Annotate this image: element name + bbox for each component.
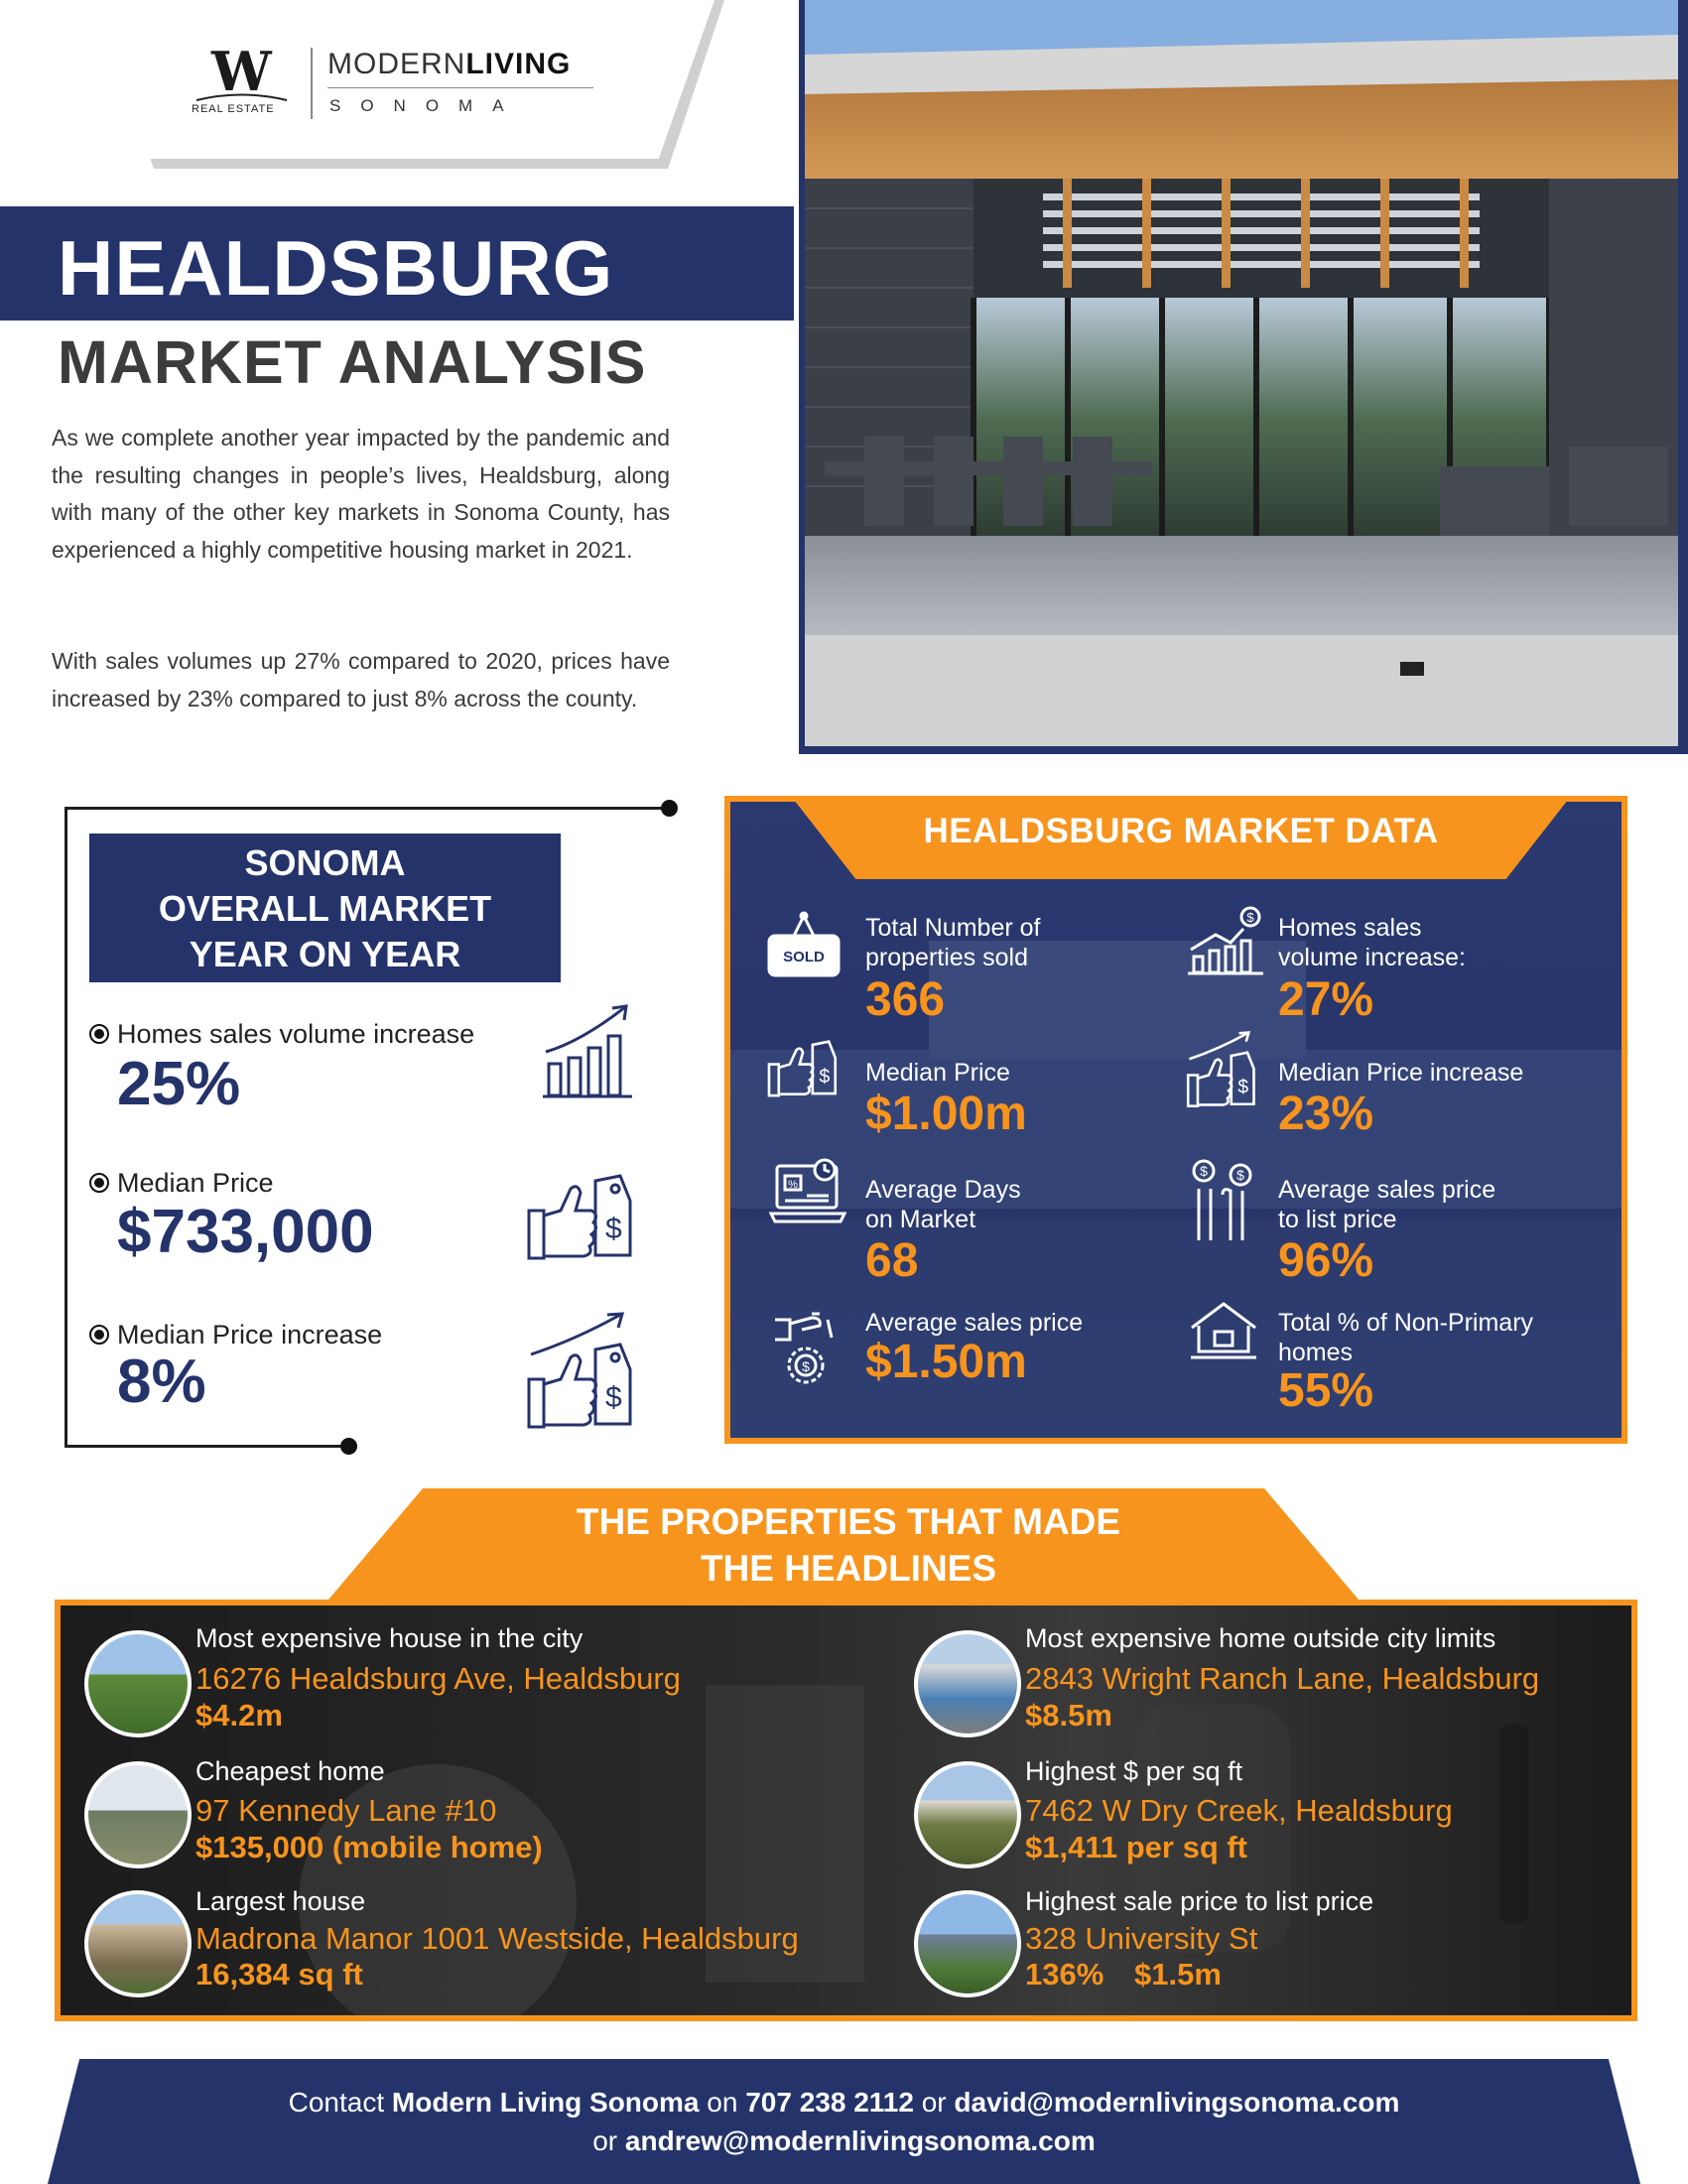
house-icon <box>1189 1300 1258 1366</box>
thumbs-up-price-increase-icon <box>1186 1030 1257 1112</box>
headline-value: 136% <box>1025 1957 1104 1991</box>
svg-text:$: $ <box>802 1358 810 1374</box>
logo-divider <box>311 48 313 119</box>
md-value: $1.00m <box>865 1088 1027 1140</box>
headline-address: 7462 W Dry Creek, Healdsburg <box>1025 1793 1453 1828</box>
sonoma-frame-top <box>65 807 670 810</box>
footer-email-link[interactable]: david@modernlivingsonoma.com <box>954 2087 1400 2118</box>
headline-value: $135,000 (mobile home) <box>195 1830 543 1864</box>
footer-on-text: on <box>707 2087 738 2118</box>
md-value: $1.50m <box>865 1336 1027 1388</box>
footer <box>0 2059 1688 2184</box>
headline-value: 16,384 sq ft <box>195 1957 363 1991</box>
hand-coin-icon <box>772 1310 840 1392</box>
headline-label: Cheapest home <box>195 1756 385 1786</box>
stat-value: 8% <box>117 1348 206 1416</box>
stat-label: Median Price <box>117 1168 274 1198</box>
frame-dot-bottom <box>340 1438 357 1455</box>
market-data-title: HEALDSBURG MARKET DATA <box>923 812 1439 850</box>
sonoma-frame-bottom <box>65 1445 349 1448</box>
md-label <box>865 1175 1021 1234</box>
md-label <box>1278 913 1466 972</box>
md-label-line-2: volume increase: <box>1278 944 1466 971</box>
md-label-line-1: Homes sales <box>1278 914 1422 942</box>
md-label <box>865 1058 1010 1088</box>
property-photo <box>914 1761 1021 1868</box>
headline-address: 328 University St <box>1025 1921 1258 1956</box>
intro-paragraph-1: As we complete another year impacted by the pandemic and the resulting changes in people’s lives, Healdsburg, along with many of the other key markets in Sonoma County, has experienced a highly competitive housing market in 2021. <box>52 425 670 563</box>
headlines-title <box>417 1498 1280 1592</box>
md-label <box>865 913 1040 972</box>
stat-value: 25% <box>117 1050 241 1118</box>
stat-value: $733,000 <box>117 1198 374 1266</box>
md-value: 27% <box>1278 973 1374 1026</box>
headline-value: $8.5m <box>1025 1698 1112 1733</box>
md-label-line-1: Average sales price <box>865 1309 1084 1337</box>
thumbs-up-price-increase-icon <box>526 1310 635 1434</box>
md-label-line-2: homes <box>1278 1339 1354 1366</box>
property-photo <box>84 1630 192 1737</box>
hero-photo <box>805 0 1678 746</box>
property-photo <box>84 1890 192 1997</box>
headline-label: Most expensive home outside city limits <box>1025 1623 1496 1653</box>
md-label-line-2: on Market <box>865 1206 976 1233</box>
property-photo <box>914 1890 1021 1997</box>
sonoma-heading-line-3: YEAR ON YEAR <box>189 934 461 974</box>
md-value: 68 <box>865 1234 919 1287</box>
svg-text:$: $ <box>1236 1167 1244 1183</box>
svg-text:$: $ <box>605 1213 622 1245</box>
md-label <box>865 1308 1083 1338</box>
sold-sign-text: SOLD <box>783 949 825 965</box>
thumbs-up-price-tag-icon <box>526 1171 635 1270</box>
footer-or-text: or <box>592 2125 618 2156</box>
headline-label: Most expensive house in the city <box>195 1623 584 1653</box>
headline-label: Largest house <box>195 1886 366 1916</box>
headline-value-secondary: $1.5m <box>1134 1957 1222 1991</box>
bar-chart-up-icon <box>541 1002 635 1104</box>
md-label-line-1: Average Days <box>865 1176 1021 1204</box>
md-label-line-1: Average sales price <box>1278 1176 1496 1204</box>
page-subtitle: MARKET ANALYSIS <box>58 328 647 396</box>
headline-address: 16276 Healdsburg Ave, Healdsburg <box>195 1661 681 1696</box>
headline-label: Highest sale price to list price <box>1025 1886 1374 1916</box>
sonoma-heading-line-2: OVERALL MARKET <box>158 888 492 929</box>
page-title: HEALDSBURG <box>58 224 614 312</box>
footer-phone-link[interactable]: 707 238 2112 <box>745 2087 914 2118</box>
bar-chart-dollar-icon <box>1186 905 1265 981</box>
headline-label: Highest $ per sq ft <box>1025 1756 1243 1786</box>
property-photo <box>84 1761 192 1868</box>
footer-email-link[interactable]: andrew@modernlivingsonoma.com <box>624 2125 1096 2156</box>
headline-value: $1,411 per sq ft <box>1025 1830 1248 1864</box>
sonoma-heading <box>89 834 561 982</box>
headline-address: 2843 Wright Ranch Lane, Healdsburg <box>1025 1661 1540 1696</box>
md-value: 55% <box>1278 1364 1374 1417</box>
headline-value: $4.2m <box>195 1698 283 1733</box>
md-label <box>1278 1175 1495 1234</box>
svg-text:$: $ <box>605 1381 622 1414</box>
svg-text:%: % <box>788 1179 798 1191</box>
svg-text:$: $ <box>1237 1076 1249 1098</box>
stat-label: Median Price increase <box>117 1320 383 1349</box>
headline-address: Madrona Manor 1001 Westside, Healdsburg <box>195 1921 799 1956</box>
frame-dot-top <box>661 800 678 817</box>
footer-contact-line-2 <box>0 2125 1688 2157</box>
footer-company: Modern Living Sonoma <box>391 2087 700 2118</box>
logo-underline <box>327 87 593 88</box>
footer-or-text: or <box>921 2087 947 2118</box>
headlines-title-line-2: THE HEADLINES <box>700 1548 997 1589</box>
md-label <box>1278 1308 1533 1367</box>
logo-living: LIVING <box>465 48 572 80</box>
svg-text:$: $ <box>819 1065 831 1088</box>
dollar-bars-icon <box>1189 1159 1258 1248</box>
bullet-icon <box>89 1173 109 1193</box>
logo-w-roof <box>195 88 289 98</box>
md-label-line-1: Total % of Non-Primary <box>1278 1309 1534 1337</box>
md-label-line-1: Median Price increase <box>1278 1059 1524 1087</box>
headline-address: 97 Kennedy Lane #10 <box>195 1793 497 1828</box>
intro-paragraph-2: With sales volumes up 27% compared to 2020, prices have increased by 23% compared to just 8% across the county. <box>52 648 670 711</box>
md-label <box>1278 1058 1523 1088</box>
logo-sonoma: SONOMA <box>329 96 524 115</box>
svg-text:$: $ <box>1246 910 1254 925</box>
footer-contact-text: Contact <box>288 2087 385 2118</box>
logo-modern-living <box>327 48 571 81</box>
property-photo <box>914 1630 1021 1737</box>
bullet-icon <box>89 1325 109 1345</box>
md-value: 366 <box>865 973 946 1026</box>
hero-photo-frame <box>799 0 1688 754</box>
thumbs-up-price-tag-icon <box>767 1037 839 1106</box>
md-label-line-1: Median Price <box>865 1059 1010 1087</box>
footer-band <box>48 2059 1640 2184</box>
laptop-clock-icon <box>769 1156 846 1232</box>
logo-modern: MODERN <box>327 48 466 80</box>
sonoma-heading-line-1: SONOMA <box>244 842 406 883</box>
stat-label: Homes sales volume increase <box>117 1019 475 1049</box>
md-value: 96% <box>1278 1234 1374 1287</box>
bullet-icon <box>89 1024 109 1044</box>
headlines-title-line-1: THE PROPERTIES THAT MADE <box>576 1501 1121 1542</box>
md-label-line-2: properties sold <box>865 944 1028 971</box>
footer-contact-line <box>0 2087 1688 2119</box>
md-label-line-1: Total Number of <box>865 914 1041 942</box>
md-value: 23% <box>1278 1088 1374 1140</box>
svg-text:$: $ <box>1200 1163 1208 1179</box>
logo-real-estate: REAL ESTATE <box>192 103 275 115</box>
logo-w-mark: W <box>211 40 272 103</box>
md-label-line-2: to list price <box>1278 1206 1397 1233</box>
sold-sign-icon <box>764 911 844 985</box>
